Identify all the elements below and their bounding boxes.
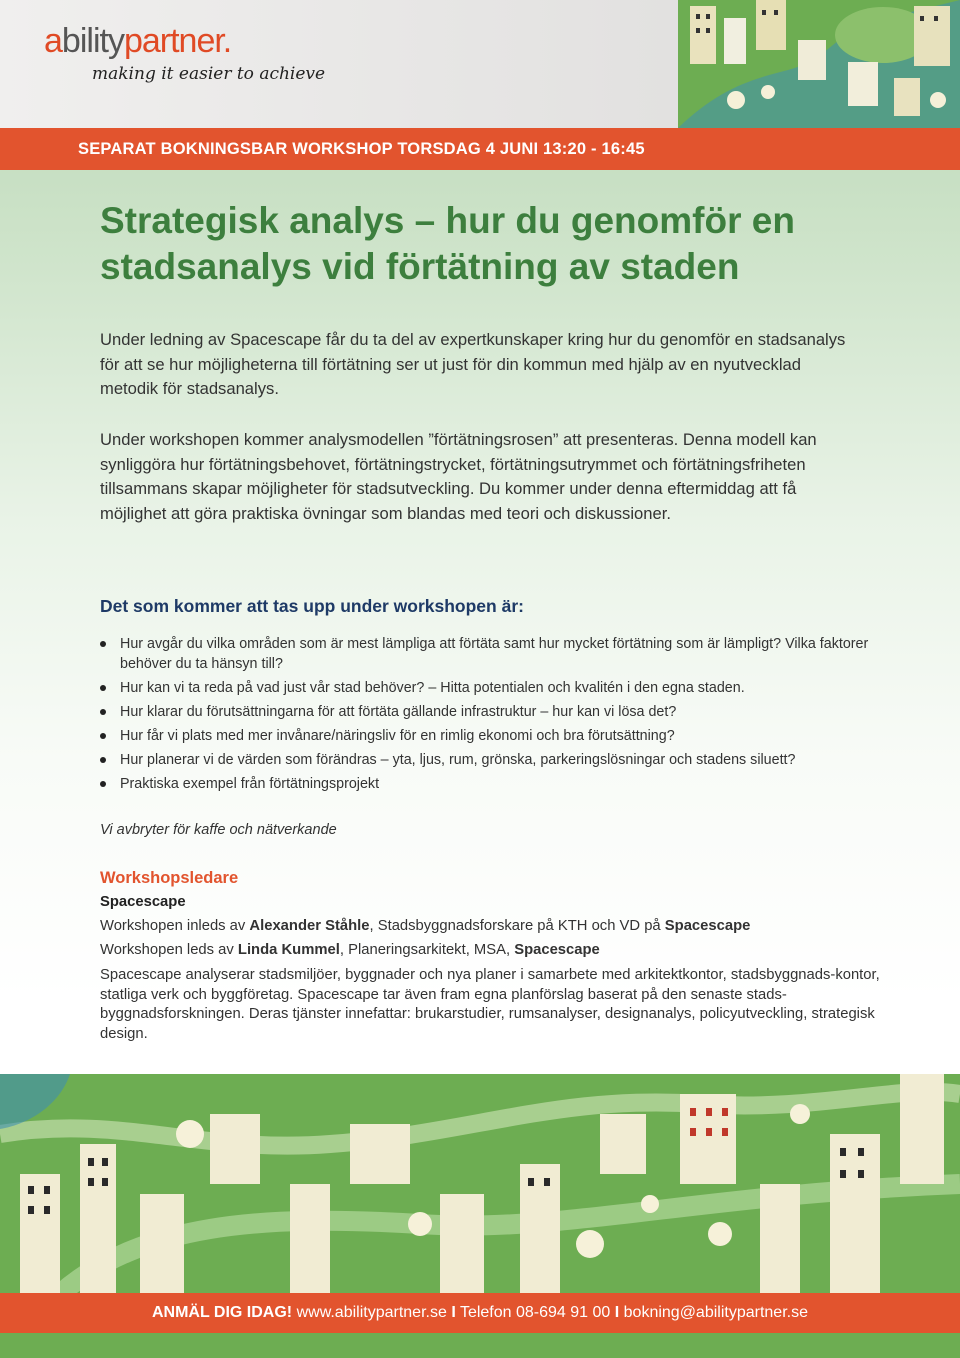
topic-text: Hur planerar vi de värden som förändras – yta, ljus, rum, grönska, parkeringslösningar och stadens siluett? <box>120 752 796 768</box>
leader-line-2-role: , Planeringsarkitekt, MSA, <box>339 942 515 958</box>
bullet-icon <box>100 757 106 763</box>
leader-line-1-role: , Stadsbyggnadsforskare på KTH och VD på <box>369 918 665 934</box>
event-banner <box>0 128 960 170</box>
separator: I <box>614 1304 620 1321</box>
topic-item <box>100 678 890 698</box>
topic-text: Hur får vi plats med mer invånare/näringsliv för en rimlig ekonomi och bra förutsättning? <box>120 728 675 744</box>
abilitypartner-logo <box>44 22 231 61</box>
leader-line-2-org: Spacescape <box>514 942 600 958</box>
cta-text: ANMÄL DIG IDAG! <box>151 1304 293 1321</box>
leader-line-1-org: Spacescape <box>664 918 751 934</box>
website-link[interactable]: www.abilitypartner.se <box>296 1304 447 1321</box>
email-link[interactable]: bokning@abilitypartner.se <box>623 1304 808 1321</box>
tagline: making it easier to achieve <box>92 64 326 84</box>
leader-name-2: Linda Kummel <box>237 942 340 958</box>
bullet-icon <box>100 781 106 787</box>
topic-text: Hur avgår du vilka områden som är mest lämpliga att förtäta samt hur mycket förtätning som är lämpligt? Vilka faktorer behöver du ta hänsyn till? <box>120 636 869 672</box>
bullet-icon <box>100 733 106 739</box>
leader-line-2 <box>100 942 600 958</box>
logo-letter-a: a <box>44 22 62 60</box>
city-illustration-header <box>678 0 960 128</box>
topic-text: Hur klarar du förutsättningarna för att förtäta gällande infrastruktur – hur kan vi lösa det? <box>120 704 677 720</box>
break-note: Vi avbryter för kaffe och nätverkande <box>100 822 337 838</box>
topic-item <box>100 702 890 722</box>
topic-item <box>100 750 890 770</box>
header <box>0 0 960 128</box>
leader-name-1: Alexander Ståhle <box>249 918 370 934</box>
logo-text-bility: bility <box>61 22 124 60</box>
topics-list <box>100 634 890 798</box>
bullet-icon <box>100 709 106 715</box>
footer-contact-text <box>0 1304 960 1322</box>
bullet-icon <box>100 641 106 647</box>
company-description: Spacescape analyserar stadsmiljöer, byggnader och nya planer i samarbete med arkitektkontor, stadsbyggnads-kontor, statliga verk och byggföretag. Spacescape tar även fram egna planförslag baserat på den senaste stads-byggnadsforskningen. Deras tjänster innefattar: brukarstudier, rumsanalyser, designanalys, policyutveckling, strategisk design. <box>100 967 880 1042</box>
bullet-icon <box>100 685 106 691</box>
topics-heading: Det som kommer att tas upp under workshopen är: <box>100 596 524 616</box>
intro-paragraph: Under ledning av Spacescape får du ta del av expertkunskaper kring hur du genomför en stadsanalys för att se hur möjligheterna till förtätning ser ut just för din kommun med hjälp av en nyutvecklad metodik för stadsanalys. <box>100 330 846 398</box>
footer-illustration-strip <box>0 1333 960 1358</box>
topic-item <box>100 634 890 674</box>
leader-line-1 <box>100 918 750 934</box>
leaders-heading: Workshopsledare <box>100 869 239 887</box>
topic-text: Praktiska exempel från förtätningsprojekt <box>120 776 380 792</box>
topic-text: Hur kan vi ta reda på vad just vår stad behöver? – Hitta potentialen och kvalitén i den egna staden. <box>120 680 745 696</box>
city-illustration-footer <box>0 1074 960 1294</box>
logo-text-partner: partner. <box>123 22 232 60</box>
page-title: Strategisk analys – hur du genomför en stadsanalys vid förtätning av staden <box>100 200 795 287</box>
topic-item <box>100 774 890 794</box>
leader-line-1-prefix: Workshopen inleds av <box>100 918 250 934</box>
topic-item <box>100 726 890 746</box>
banner-text: SEPARAT BOKNINGSBAR WORKSHOP TORSDAG 4 JUNI 13:20 - 16:45 <box>78 140 645 158</box>
description-paragraph: Under workshopen kommer analysmodellen ”förtätningsrosen” att presenteras. Denna modell kan synliggöra hur förtätningsbehovet, förtätningstrycket, förtätningsutrymmet och förtätningsfriheten tillsammans skapar möjligheter för stadsutveckling. Du kommer under denna eftermiddag att få möjlighet att göra praktiska övningar som blandas med teori och diskussioner. <box>100 430 817 523</box>
separator: I <box>451 1304 456 1321</box>
leaders-org: Spacescape <box>100 894 186 910</box>
footer-contact-bar <box>0 1293 960 1333</box>
phone-number: Telefon 08-694 91 00 <box>459 1304 611 1321</box>
leader-line-2-prefix: Workshopen leds av <box>100 942 238 958</box>
